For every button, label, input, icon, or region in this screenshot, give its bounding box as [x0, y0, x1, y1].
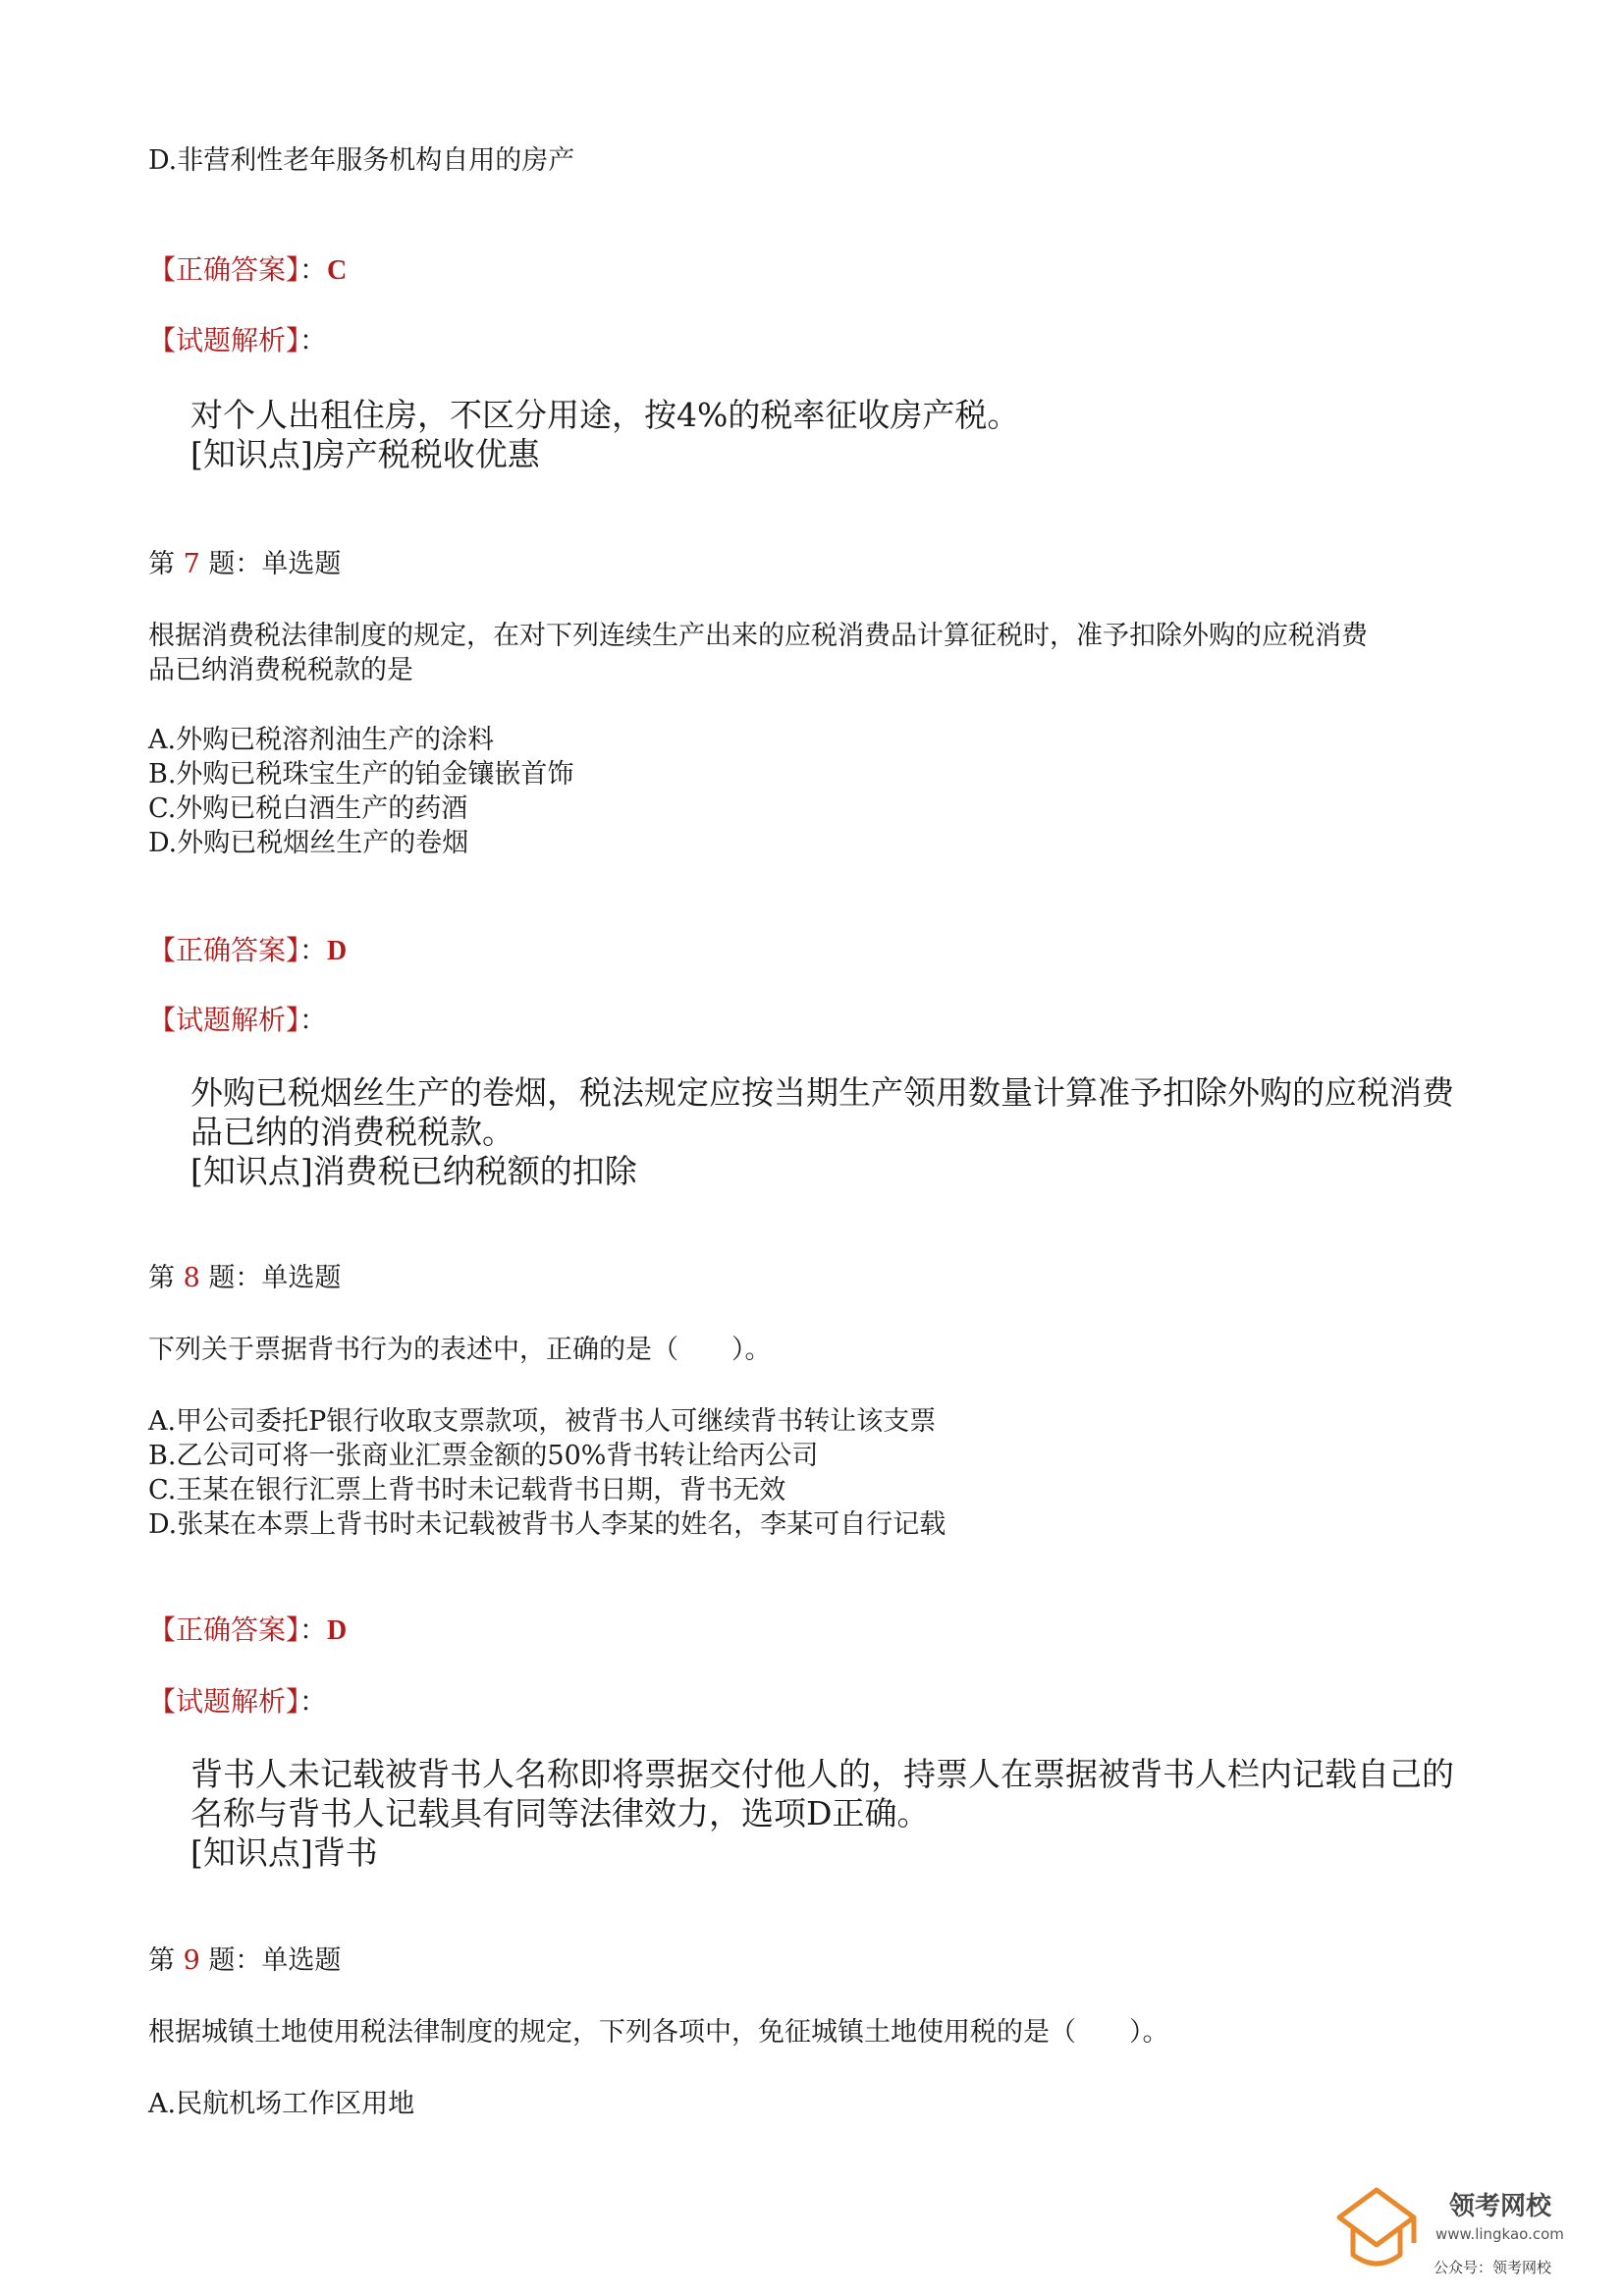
q8-options: [148, 1404, 946, 1542]
q6-analysis: [190, 396, 1019, 474]
analysis-colon: ：: [299, 1004, 328, 1036]
q7-analysis-row: [148, 1003, 327, 1038]
answer-label: 【正确答案】: [148, 1613, 300, 1646]
q7-analysis-line: 品已纳的消费税税款。: [190, 1113, 514, 1151]
q7-suffix: 题：单选题: [208, 549, 342, 579]
q8-analysis: [190, 1755, 1454, 1873]
q6-analysis-line: 对个人出租住房，不区分用途，按4%的税率征收房产税。: [190, 396, 1020, 434]
q7-prefix: 第: [148, 549, 175, 579]
answer-colon: ：: [299, 1613, 328, 1646]
q8-option-d: D.张某在本票上背书时未记载被背书人李某的姓名，李某可自行记载: [148, 1509, 947, 1540]
q8-stem: 下列关于票据背书行为的表述中，正确的是（ ）。: [148, 1335, 772, 1365]
q7-stem: [148, 619, 1368, 687]
q8-analysis-row: [148, 1684, 327, 1720]
q8-answer-row: [148, 1613, 347, 1649]
q9-prefix: 第: [148, 1945, 175, 1976]
q7-header: [148, 547, 341, 581]
q7-option-b: B.外购已税珠宝生产的铂金镶嵌首饰: [148, 759, 574, 790]
logo-name: 领考网校: [1449, 2192, 1552, 2221]
answer-colon: ：: [299, 253, 328, 286]
q9-header: [148, 1943, 341, 1978]
q6-analysis-row: [148, 323, 327, 358]
q7-option-a: A.外购已税溶剂油生产的涂料: [148, 725, 495, 755]
q9-number: 9: [183, 1945, 200, 1976]
q7-answer-row: [148, 933, 347, 969]
answer-label: 【正确答案】: [148, 934, 300, 966]
analysis-label: 【试题解析】: [148, 1685, 300, 1718]
q8-header: [148, 1261, 341, 1295]
q7-number: 7: [183, 549, 200, 579]
q7-answer-value: D: [327, 936, 348, 966]
q8-suffix: 题：单选题: [208, 1263, 342, 1293]
q7-option-d: D.外购已税烟丝生产的卷烟: [148, 828, 469, 858]
answer-colon: ：: [299, 934, 328, 966]
q8-analysis-line: 名称与背书人记载具有同等法律效力，选项D正确。: [190, 1794, 930, 1832]
q8-prefix: 第: [148, 1263, 175, 1293]
q8-option-b: B.乙公司可将一张商业汇票金额的50%背书转让给丙公司: [148, 1441, 819, 1471]
q9-stem: 根据城镇土地使用税法律制度的规定，下列各项中，免征城镇土地使用税的是（ ）。: [148, 2017, 1169, 2048]
logo-url: www.lingkao.com: [1435, 2225, 1564, 2243]
q7-options: [148, 723, 573, 860]
answer-label: 【正确答案】: [148, 253, 300, 286]
q7-stem-line: 品已纳消费税税款的是: [148, 655, 413, 685]
q8-option-c: C.王某在银行汇票上背书时未记载背书日期，背书无效: [148, 1475, 786, 1505]
q6-answer-value: C: [327, 255, 348, 286]
analysis-label: 【试题解析】: [148, 324, 300, 356]
q7-stem-line: 根据消费税法律制度的规定，在对下列连续生产出来的应税消费品计算征税时，准予扣除外购的应税消费: [148, 621, 1368, 651]
q7-analysis: [190, 1073, 1454, 1191]
q7-option-c: C.外购已税白酒生产的药酒: [148, 793, 468, 824]
q9-suffix: 题：单选题: [208, 1945, 342, 1976]
q6-option-d: D.非营利性老年服务机构自用的房产: [148, 145, 575, 176]
analysis-label: 【试题解析】: [148, 1004, 300, 1036]
q8-analysis-line: 背书人未记载被背书人名称即将票据交付他人的，持票人在票据被背书人栏内记载自己的: [190, 1755, 1454, 1793]
logo-mark: [1339, 2190, 1414, 2264]
analysis-colon: ：: [299, 1685, 328, 1718]
analysis-colon: ：: [299, 324, 328, 356]
q8-option-a: A.甲公司委托P银行收取支票款项，被背书人可继续背书转让该支票: [148, 1406, 937, 1437]
q6-knowledge-point: [知识点]房产税税收优惠: [190, 435, 540, 473]
q7-analysis-line: 外购已税烟丝生产的卷烟，税法规定应按当期生产领用数量计算准予扣除外购的应税消费: [190, 1073, 1454, 1112]
q8-answer-value: D: [327, 1615, 348, 1646]
q7-knowledge-point: [知识点]消费税已纳税额的扣除: [190, 1152, 637, 1190]
q6-answer-row: [148, 252, 347, 289]
q9-option-a: A.民航机场工作区用地: [148, 2089, 415, 2119]
logo-public-account: 公众号：领考网校: [1434, 2259, 1552, 2276]
q8-knowledge-point: [知识点]背书: [190, 1833, 378, 1872]
q8-number: 8: [183, 1263, 200, 1293]
